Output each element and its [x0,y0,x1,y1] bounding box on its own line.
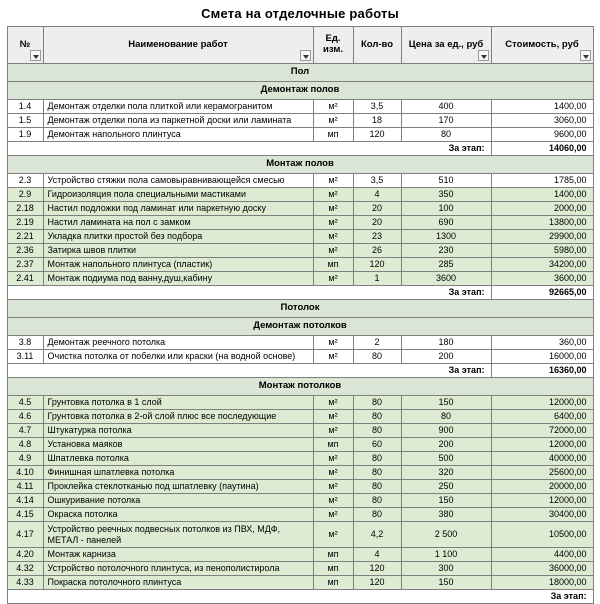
cell-price: 150 [401,494,491,508]
table-row[interactable] [7,216,593,230]
stage-total-label: За этап: [7,286,491,300]
stage-total-value: 16360,00 [491,364,593,378]
cell-unit: м² [313,272,353,286]
cell-sum: 12000,00 [491,494,593,508]
cell-no: 4.20 [7,548,43,562]
cell-qty: 4 [353,188,401,202]
cell-qty: 120 [353,258,401,272]
cell-price: 300 [401,562,491,576]
cell-price: 150 [401,396,491,410]
cell-no: 2.21 [7,230,43,244]
cell-name: Покраска потолочного плинтуса [43,576,313,590]
cell-sum: 3060,00 [491,114,593,128]
cell-unit: мп [313,438,353,452]
cell-sum: 16000,00 [491,350,593,364]
cell-sum: 30400,00 [491,508,593,522]
cell-no: 2.19 [7,216,43,230]
cell-unit: мп [313,258,353,272]
cell-sum: 12000,00 [491,438,593,452]
cell-sum: 72000,00 [491,424,593,438]
cell-qty: 80 [353,452,401,466]
cell-unit: м² [313,230,353,244]
table-row[interactable] [7,466,593,480]
cell-qty: 80 [353,350,401,364]
table-row[interactable] [7,562,593,576]
cell-name: Грунтовка потолка в 1 слой [43,396,313,410]
cell-name: Монтаж карниза [43,548,313,562]
subsection-title: Демонтаж полов [7,82,593,100]
cell-price: 250 [401,480,491,494]
cell-name: Демонтаж реечного потолка [43,336,313,350]
table-row[interactable] [7,100,593,114]
cell-price: 3600 [401,272,491,286]
cell-qty: 80 [353,508,401,522]
cell-no: 1.5 [7,114,43,128]
cell-qty: 120 [353,576,401,590]
column-header-price[interactable]: Цена за ед., руб [401,27,491,64]
cell-no: 2.36 [7,244,43,258]
subsection-header-row [7,82,593,100]
cell-sum: 36000,00 [491,562,593,576]
cell-price: 500 [401,452,491,466]
stage-total-label: За этап: [7,364,491,378]
table-row[interactable] [7,272,593,286]
cell-sum: 9600,00 [491,128,593,142]
table-row[interactable] [7,424,593,438]
filter-icon[interactable] [300,50,311,61]
cell-unit: м² [313,480,353,494]
cell-unit: м² [313,202,353,216]
cell-sum: 1400,00 [491,188,593,202]
cell-price: 200 [401,350,491,364]
stage-total-row [7,590,593,604]
column-header-sum[interactable]: Стоимость, руб [491,27,593,64]
cell-unit: м² [313,100,353,114]
cell-price: 170 [401,114,491,128]
cell-price: 200 [401,438,491,452]
estimate-table [7,26,594,604]
cell-qty: 1 [353,272,401,286]
cell-unit: м² [313,114,353,128]
cell-qty: 4,2 [353,522,401,548]
cell-price: 350 [401,188,491,202]
cell-price: 100 [401,202,491,216]
cell-no: 4.14 [7,494,43,508]
cell-no: 2.9 [7,188,43,202]
cell-sum: 34200,00 [491,258,593,272]
cell-sum: 18000,00 [491,576,593,590]
table-body [7,64,593,604]
cell-unit: м² [313,174,353,188]
cell-sum: 360,00 [491,336,593,350]
cell-qty: 20 [353,202,401,216]
cell-name: Проклейка стеклотканью под шпатлевку (паутина) [43,480,313,494]
cell-no: 1.4 [7,100,43,114]
filter-icon[interactable] [580,50,591,61]
cell-price: 80 [401,128,491,142]
cell-name: Установка маяков [43,438,313,452]
filter-icon[interactable] [478,50,489,61]
cell-sum: 13800,00 [491,216,593,230]
cell-name: Грунтовка потолка в 2-ой слой плюс все последующие [43,410,313,424]
cell-price: 80 [401,410,491,424]
cell-qty: 80 [353,410,401,424]
cell-name: Монтаж напольного плинтуса (пластик) [43,258,313,272]
cell-qty: 80 [353,494,401,508]
table-header [7,27,593,64]
cell-no: 2.41 [7,272,43,286]
page-title: Смета на отделочные работы [201,6,399,21]
cell-unit: м² [313,336,353,350]
table-row[interactable] [7,350,593,364]
cell-name: Демонтаж напольного плинтуса [43,128,313,142]
cell-unit: м² [313,216,353,230]
table-row[interactable] [7,396,593,410]
stage-total-row [7,286,593,300]
column-header-unit[interactable]: Ед. изм. [313,27,353,64]
cell-price: 510 [401,174,491,188]
subsection-header-row [7,156,593,174]
table-row[interactable] [7,114,593,128]
cell-no: 2.18 [7,202,43,216]
cell-qty: 120 [353,128,401,142]
table-row[interactable] [7,174,593,188]
cell-no: 2.37 [7,258,43,272]
cell-no: 4.8 [7,438,43,452]
cell-name: Окраска потолка [43,508,313,522]
cell-price: 690 [401,216,491,230]
cell-price: 230 [401,244,491,258]
cell-qty: 3,5 [353,174,401,188]
cell-unit: мп [313,562,353,576]
cell-sum: 1785,00 [491,174,593,188]
cell-qty: 80 [353,424,401,438]
cell-unit: м² [313,466,353,480]
column-header-qty[interactable]: Кол-во [353,27,401,64]
cell-sum: 25600,00 [491,466,593,480]
stage-total-label: За этап: [7,590,593,604]
subsection-header-row [7,318,593,336]
stage-total-row [7,364,593,378]
table-row[interactable] [7,480,593,494]
cell-qty: 20 [353,216,401,230]
table-row[interactable] [7,244,593,258]
cell-price: 320 [401,466,491,480]
cell-sum: 40000,00 [491,452,593,466]
cell-name: Устройство стяжки пола самовыравнивающейся смесью [43,174,313,188]
cell-sum: 2000,00 [491,202,593,216]
cell-unit: мп [313,548,353,562]
cell-unit: мп [313,128,353,142]
section-header-row [7,300,593,318]
table-row[interactable] [7,452,593,466]
cell-name: Гидроизоляция пола специальными мастиками [43,188,313,202]
stage-total-value: 92665,00 [491,286,593,300]
cell-qty: 80 [353,396,401,410]
cell-unit: м² [313,350,353,364]
table-row[interactable] [7,548,593,562]
table-row[interactable] [7,494,593,508]
section-title: Потолок [7,300,593,318]
cell-price: 285 [401,258,491,272]
column-header-no[interactable]: № [7,27,43,64]
cell-name: Ошкуривание потолка [43,494,313,508]
cell-name: Демонтаж отделки пола плиткой или керамогранитом [43,100,313,114]
cell-qty: 2 [353,336,401,350]
column-header-name[interactable]: Наименование работ [43,27,313,64]
subsection-title: Монтаж потолков [7,378,593,396]
cell-sum: 6400,00 [491,410,593,424]
cell-unit: м² [313,188,353,202]
cell-name: Очистка потолка от побелки или краски (на водной основе) [43,350,313,364]
table-row[interactable] [7,410,593,424]
cell-sum: 3600,00 [491,272,593,286]
cell-sum: 29900,00 [491,230,593,244]
cell-name: Затирка швов плитки [43,244,313,258]
cell-no: 4.32 [7,562,43,576]
cell-unit: м² [313,244,353,258]
cell-no: 4.33 [7,576,43,590]
table-row[interactable] [7,522,593,548]
cell-price: 1300 [401,230,491,244]
cell-unit: м² [313,424,353,438]
cell-name: Шпатлевка потолка [43,452,313,466]
section-title: Пол [7,64,593,82]
stage-total-row [7,142,593,156]
cell-name: Устройство реечных подвесных потолков из ПВХ, МДФ, МЕТАЛ - панелей [43,522,313,548]
table-row[interactable] [7,576,593,590]
subsection-title: Демонтаж потолков [7,318,593,336]
stage-total-label: За этап: [7,142,491,156]
cell-name: Финишная шпатлевка потолка [43,466,313,480]
cell-no: 4.9 [7,452,43,466]
cell-qty: 60 [353,438,401,452]
cell-price: 150 [401,576,491,590]
cell-qty: 4 [353,548,401,562]
cell-no: 4.7 [7,424,43,438]
cell-no: 4.17 [7,522,43,548]
cell-sum: 20000,00 [491,480,593,494]
cell-price: 900 [401,424,491,438]
cell-qty: 26 [353,244,401,258]
cell-no: 4.10 [7,466,43,480]
cell-sum: 10500,00 [491,522,593,548]
table-row[interactable] [7,128,593,142]
cell-name: Устройство потолочного плинтуса, из пенополистирола [43,562,313,576]
table-row[interactable] [7,188,593,202]
cell-qty: 120 [353,562,401,576]
cell-name: Настил подложки под ламинат или паркетную доску [43,202,313,216]
cell-qty: 23 [353,230,401,244]
cell-name: Демонтаж отделки пола из паркетной доски или ламината [43,114,313,128]
stage-total-value: 14060,00 [491,142,593,156]
cell-no: 2.3 [7,174,43,188]
cell-qty: 3,5 [353,100,401,114]
cell-unit: м² [313,396,353,410]
cell-unit: м² [313,522,353,548]
section-header-row [7,64,593,82]
cell-no: 4.6 [7,410,43,424]
cell-unit: м² [313,508,353,522]
table-row[interactable] [7,508,593,522]
cell-unit: мп [313,576,353,590]
cell-qty: 18 [353,114,401,128]
cell-no: 3.11 [7,350,43,364]
cell-price: 400 [401,100,491,114]
table-row[interactable] [7,336,593,350]
subsection-header-row [7,378,593,396]
cell-name: Монтаж подиума под ванну,душ,кабину [43,272,313,286]
cell-price: 2 500 [401,522,491,548]
cell-sum: 4400,00 [491,548,593,562]
cell-no: 4.11 [7,480,43,494]
cell-price: 1 100 [401,548,491,562]
filter-icon[interactable] [30,50,41,61]
cell-name: Штукатурка потолка [43,424,313,438]
cell-qty: 80 [353,480,401,494]
table-row[interactable] [7,438,593,452]
cell-unit: м² [313,452,353,466]
cell-unit: м² [313,494,353,508]
cell-no: 4.5 [7,396,43,410]
cell-unit: м² [313,410,353,424]
cell-name: Укладка плитки простой без подбора [43,230,313,244]
cell-sum: 5980,00 [491,244,593,258]
cell-name: Настил ламината на пол с замком [43,216,313,230]
cell-sum: 1400,00 [491,100,593,114]
cell-no: 1.9 [7,128,43,142]
table-row[interactable] [7,230,593,244]
cell-sum: 12000,00 [491,396,593,410]
table-row[interactable] [7,202,593,216]
cell-no: 4.15 [7,508,43,522]
subsection-title: Монтаж полов [7,156,593,174]
cell-price: 380 [401,508,491,522]
cell-no: 3.8 [7,336,43,350]
table-row[interactable] [7,258,593,272]
cell-price: 180 [401,336,491,350]
cell-qty: 80 [353,466,401,480]
